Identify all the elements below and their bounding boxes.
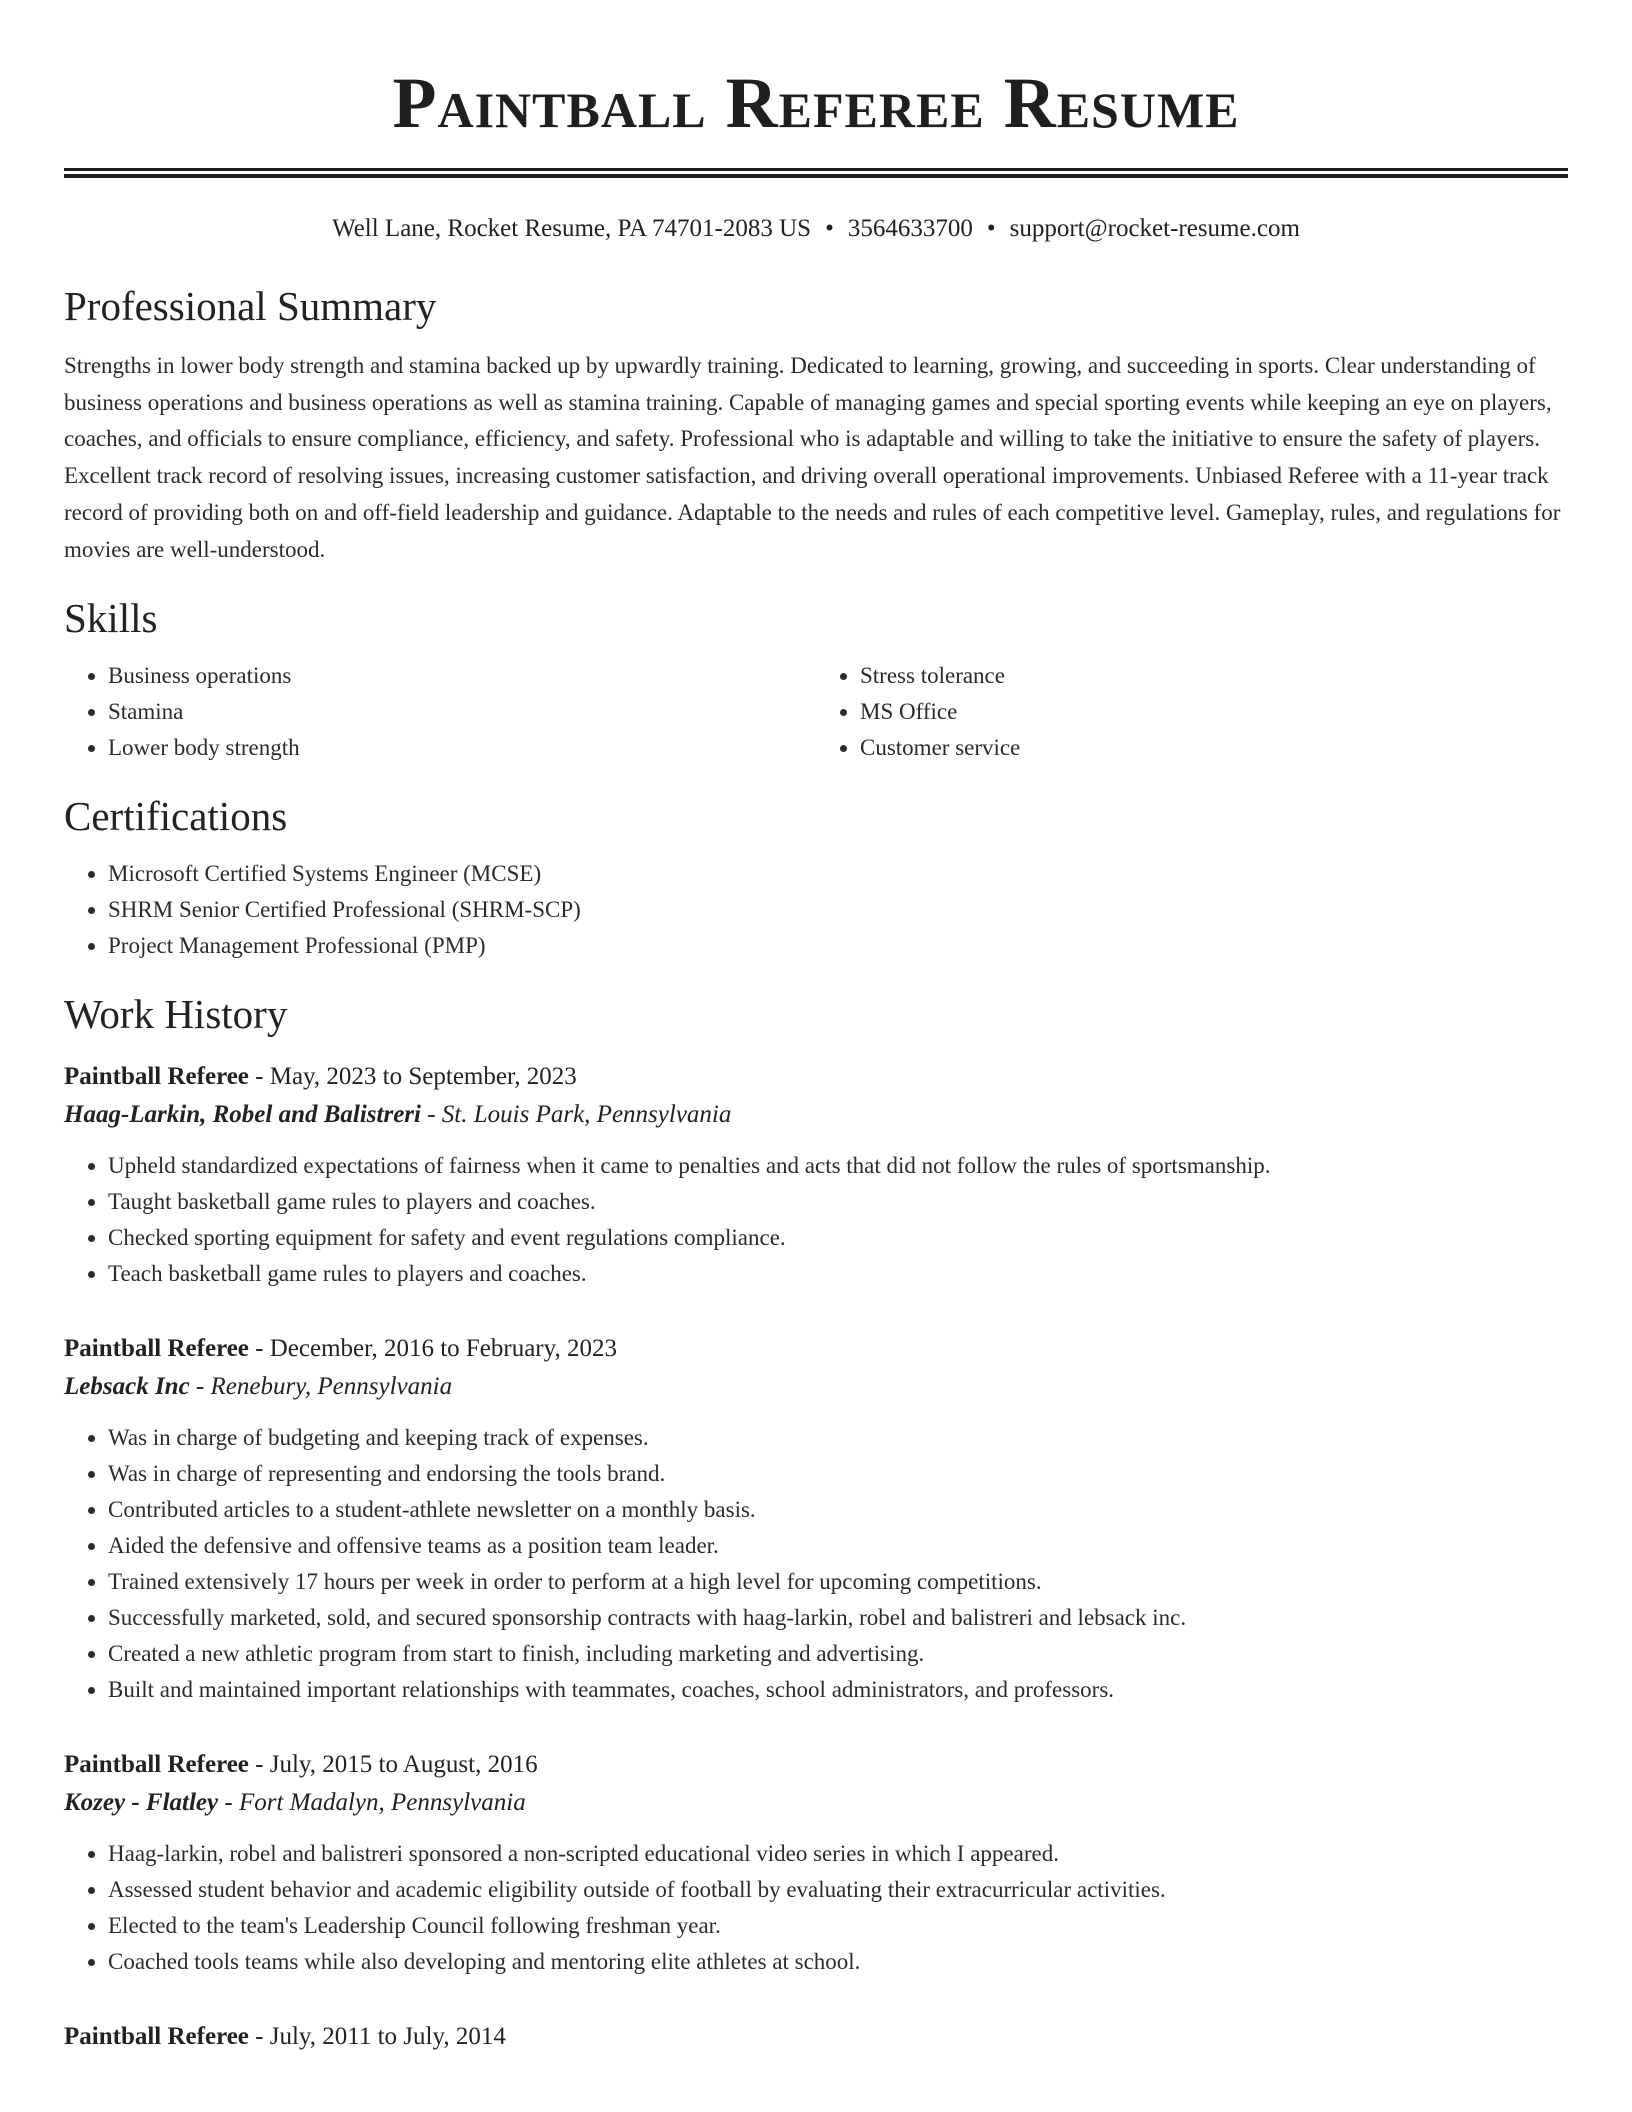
job-bullet: • Created a new athletic program from start to finish, including marketing and advertising. — [108, 1636, 1568, 1672]
skill-item: • Business operations — [108, 658, 816, 694]
job-entry — [64, 1330, 1568, 1708]
certification-item: • SHRM Senior Certified Professional (SHRM-SCP) — [108, 892, 1568, 928]
work-history-heading: Work History — [64, 991, 288, 1038]
job-dates: - July, 2015 to August, 2016 — [248, 1751, 538, 1779]
company-location: - Fort Madalyn, Pennsylvania — [218, 1789, 526, 1817]
job-bullet: • Upheld standardized expectations of fairness when it came to penalties and acts that did not follow the rules of sportsmanship. — [108, 1148, 1568, 1184]
company-location: - Renebury, Pennsylvania — [189, 1373, 453, 1401]
job-entry — [64, 1746, 1568, 1980]
job-bullet: • Teach basketball game rules to players and coaches. — [108, 1256, 1568, 1292]
contact-email: support@rocket-resume.com — [1009, 215, 1300, 242]
skill-item: • Customer service — [860, 730, 1568, 766]
resume-page — [64, 0, 1568, 2056]
company-name: Lebsack Inc — [64, 1373, 190, 1401]
job-title: Paintball Referee — [64, 1751, 249, 1779]
skills-list-left — [64, 658, 816, 766]
job-bullet: • Taught basketball game rules to players and coaches. — [108, 1184, 1568, 1220]
certifications-heading: Certifications — [64, 793, 288, 840]
certification-item: • Microsoft Certified Systems Engineer (MCSE) — [108, 856, 1568, 892]
contact-separator: • — [825, 215, 834, 242]
job-title-line — [64, 1058, 1568, 1096]
company-name: Kozey - Flatley — [64, 1789, 219, 1817]
skill-item: • Stamina — [108, 694, 816, 730]
job-title-line — [64, 1746, 1568, 1784]
contact-phone: 3564633700 — [847, 215, 973, 242]
skills-list-right — [816, 658, 1568, 766]
job-bullets — [64, 1148, 1568, 1292]
certification-item: • Project Management Professional (PMP) — [108, 928, 1568, 964]
job-title: Paintball Referee — [64, 1335, 249, 1363]
job-dates: - May, 2023 to September, 2023 — [248, 1063, 577, 1091]
certifications-list — [64, 856, 1568, 964]
contact-line — [64, 214, 1568, 244]
job-title: Paintball Referee — [64, 1063, 249, 1091]
skills-heading: Skills — [64, 595, 158, 642]
job-bullet: • Assessed student behavior and academic eligibility outside of football by evaluating their extracurricular activities. — [108, 1872, 1568, 1908]
job-bullet: • Haag-larkin, robel and balistreri sponsored a non-scripted educational video series in which I appeared. — [108, 1836, 1568, 1872]
job-title: Paintball Referee — [64, 2023, 249, 2051]
job-bullet: • Trained extensively 17 hours per week in order to perform at a high level for upcoming competitions. — [108, 1564, 1568, 1600]
job-dates: - December, 2016 to February, 2023 — [248, 1335, 618, 1363]
job-bullets — [64, 1836, 1568, 1980]
job-bullet: • Coached tools teams while also developing and mentoring elite athletes at school. — [108, 1944, 1568, 1980]
company-line — [64, 1096, 1568, 1134]
job-bullet: • Checked sporting equipment for safety and event regulations compliance. — [108, 1220, 1568, 1256]
job-bullet: • Contributed articles to a student-athlete newsletter on a monthly basis. — [108, 1492, 1568, 1528]
company-line — [64, 1368, 1568, 1406]
resume-title: Paintball Referee Resume — [392, 63, 1240, 143]
company-name: Haag-Larkin, Robel and Balistreri — [64, 1101, 421, 1129]
summary-text: Strengths in lower body strength and stamina backed up by upwardly training. Dedicated to learning, growing, and succeeding in sports. Clear understanding of business operations and business operations as well as stamina training. Capable of managing games and special sporting events while keeping an eye on players, coaches, and officials to ensure compliance, efficiency, and safety. Professional who is adaptable and willing to take the initiative to ensure the safety of players. Excellent track record of resolving issues, increasing customer satisfaction, and driving overall operational improvements. Unbiased Referee with a 11-year track record of providing both on and off-field leadership and guidance. Adaptable to the needs and rules of each competitive level. Gameplay, rules, and regulations for movies are well-understood. — [64, 353, 1561, 562]
company-location: - St. Louis Park, Pennsylvania — [420, 1101, 732, 1129]
job-bullets — [64, 1420, 1568, 1708]
skill-item: • Lower body strength — [108, 730, 816, 766]
contact-address: Well Lane, Rocket Resume, PA 74701-2083 US — [332, 215, 812, 242]
job-title-line — [64, 1330, 1568, 1368]
job-bullet: • Successfully marketed, sold, and secured sponsorship contracts with haag-larkin, robel and balistreri and lebsack inc. — [108, 1600, 1568, 1636]
job-bullet: • Was in charge of budgeting and keeping track of expenses. — [108, 1420, 1568, 1456]
job-bullet: • Was in charge of representing and endorsing the tools brand. — [108, 1456, 1568, 1492]
skill-item: • MS Office — [860, 694, 1568, 730]
job-title-line — [64, 2018, 1568, 2056]
summary-heading: Professional Summary — [64, 283, 437, 329]
skill-item: • Stress tolerance — [860, 658, 1568, 694]
job-entry — [64, 2018, 1568, 2056]
title-divider — [64, 168, 1568, 178]
job-bullet: • Elected to the team's Leadership Council following freshman year. — [108, 1908, 1568, 1944]
skills-grid — [64, 658, 1568, 766]
job-bullet: • Built and maintained important relationships with teammates, coaches, school administrators, and professors. — [108, 1672, 1568, 1708]
job-dates: - July, 2011 to July, 2014 — [248, 2023, 506, 2051]
job-bullet: • Aided the defensive and offensive teams as a position team leader. — [108, 1528, 1568, 1564]
company-line — [64, 1784, 1568, 1822]
job-entry — [64, 1058, 1568, 1292]
contact-separator: • — [986, 215, 996, 242]
